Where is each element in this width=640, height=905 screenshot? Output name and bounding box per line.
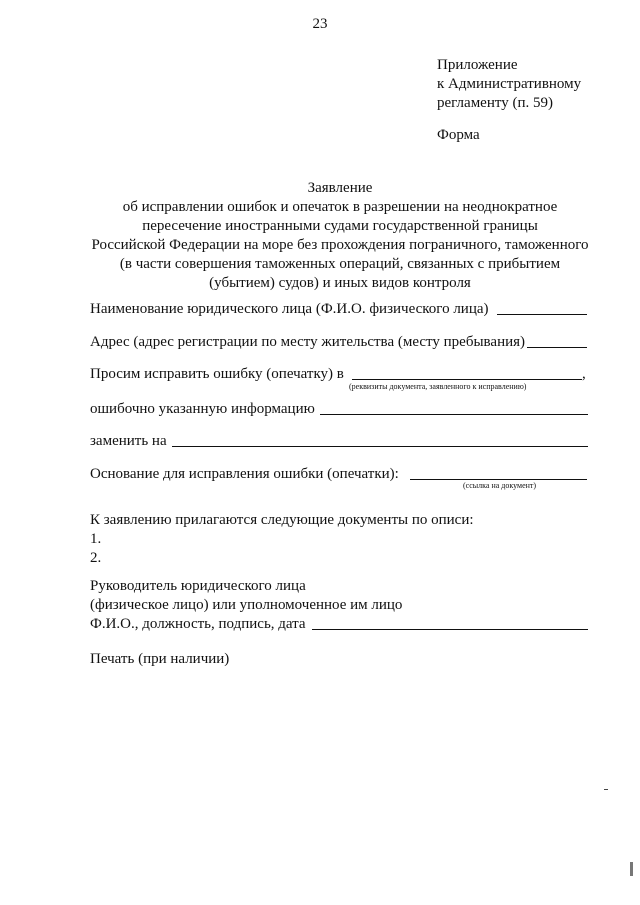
- request-correction-comma: ,: [582, 366, 586, 382]
- legal-entity-name-label: Наименование юридического лица (Ф.И.О. физического лица): [90, 301, 489, 317]
- appendix-header: [437, 56, 627, 113]
- attachments-section: [90, 511, 474, 568]
- replace-with-label: заменить на: [90, 433, 167, 449]
- appendix-line-1: Приложение: [437, 57, 518, 73]
- signer-line-3: Ф.И.О., должность, подпись, дата: [90, 616, 306, 632]
- title-line-1: Заявление: [307, 180, 373, 196]
- basis-label: Основание для исправления ошибки (опечатки):: [90, 466, 399, 482]
- attachment-item-1: 1.: [90, 531, 102, 547]
- basis-caption: (ссылка на документ): [463, 481, 537, 490]
- scan-speck: [604, 789, 608, 790]
- address-line[interactable]: [527, 347, 587, 348]
- basis-line[interactable]: [410, 479, 587, 480]
- attachments-heading: К заявлению прилагаются следующие документы по описи:: [90, 512, 474, 528]
- appendix-line-2: к Административному: [437, 76, 582, 92]
- request-correction-label: Просим исправить ошибку (опечатку) в: [90, 366, 344, 382]
- appendix-line-3: регламенту (п. 59): [437, 95, 553, 111]
- title-line-3: пересечение иностранными судами государственной границы: [142, 218, 538, 234]
- legal-entity-name-line[interactable]: [497, 314, 587, 315]
- title-line-5: (в части совершения таможенных операций, связанных с прибытием: [119, 256, 561, 272]
- scan-edge-mark: [630, 862, 633, 876]
- stamp-label: Печать (при наличии): [90, 651, 230, 667]
- request-correction-caption: (реквизиты документа, заявленного к исправлению): [349, 382, 527, 391]
- replace-with-line[interactable]: [172, 446, 588, 447]
- signer-line-1: Руководитель юридического лица: [90, 578, 306, 594]
- signature-line[interactable]: [312, 629, 588, 630]
- page-number: 23: [312, 16, 328, 32]
- title-line-4: Российской Федерации на море без прохождения пограничного, таможенного: [91, 237, 589, 253]
- attachment-item-2: 2.: [90, 550, 102, 566]
- document-title: [80, 179, 600, 293]
- address-label: Адрес (адрес регистрации по месту жительства (месту пребывания): [90, 334, 526, 350]
- signer-section: [90, 577, 402, 634]
- title-line-2: об исправлении ошибок и опечаток в разрешении на неоднократное: [122, 199, 558, 215]
- request-correction-line[interactable]: [352, 379, 582, 380]
- signer-line-2: (физическое лицо) или уполномоченное им лицо: [90, 597, 403, 613]
- form-label: Форма: [437, 127, 480, 143]
- wrong-info-label: ошибочно указанную информацию: [90, 401, 315, 417]
- wrong-info-line[interactable]: [320, 414, 588, 415]
- title-line-6: (убытием) судов) и иных видов контроля: [209, 275, 471, 291]
